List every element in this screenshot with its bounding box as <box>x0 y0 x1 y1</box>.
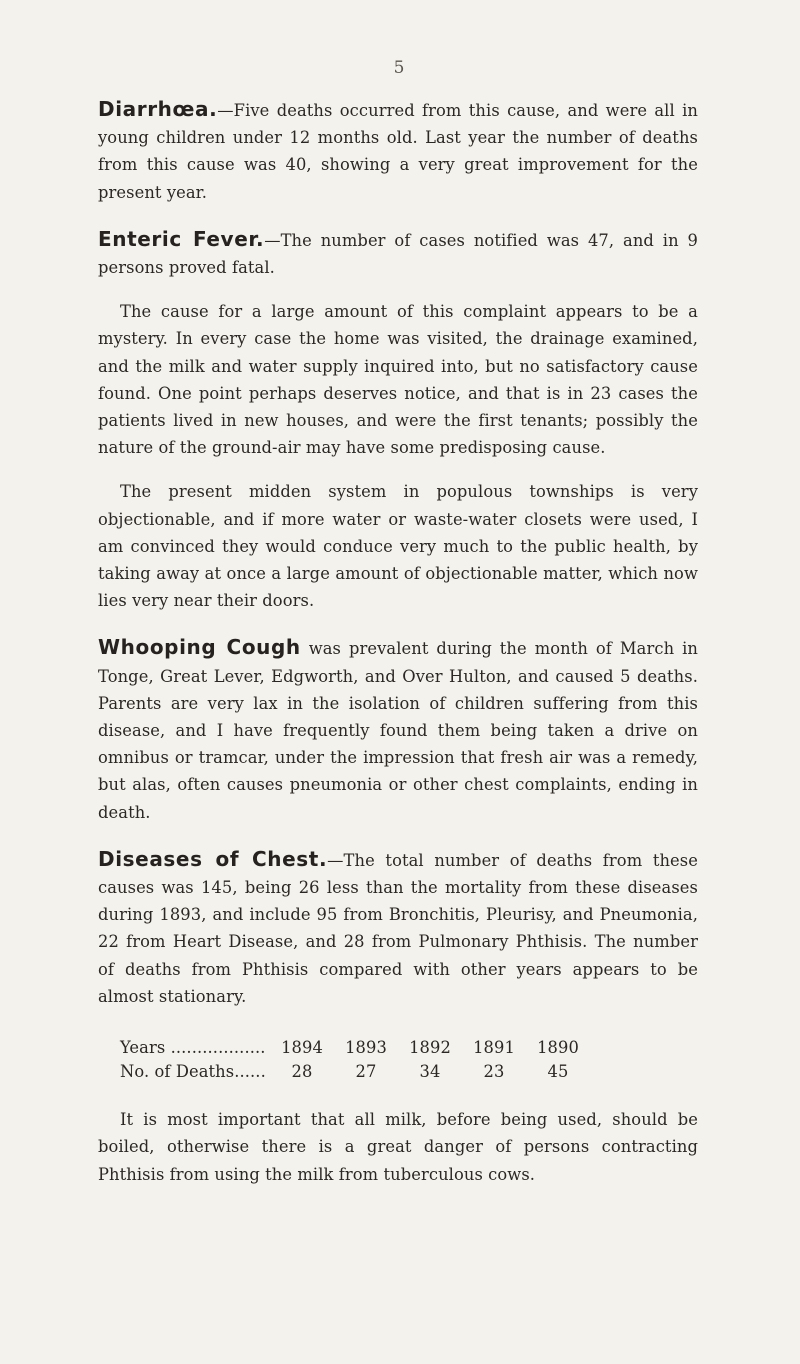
enteric-text: —The number of cases notified was 47, and in 9 persons proved fatal. <box>98 230 699 278</box>
year-cell: 1891 <box>473 1038 515 1058</box>
years-label: Years .................. <box>120 1038 266 1058</box>
diarrhoea-text: —Five deaths occurred from this cause, and were all in young children under 12 months old. Last year the number of deaths from this cause was 40, showing a very great improvement for the present year. <box>98 101 698 202</box>
chest-paragraph <box>98 846 698 1010</box>
years-row <box>120 1036 590 1060</box>
deaths-label: No. of Deaths...... <box>120 1062 266 1082</box>
deaths-cell: 45 <box>547 1062 569 1082</box>
page-number: 5 <box>393 58 405 78</box>
deaths-cell: 28 <box>291 1062 313 1082</box>
enteric-paragraph <box>98 226 698 281</box>
diarrhoea-paragraph <box>98 96 698 206</box>
deaths-cell: 23 <box>483 1062 505 1082</box>
whooping-paragraph <box>98 634 698 825</box>
whooping-text: was prevalent during the month of March in Tonge, Great Lever, Edgworth, and Over Hulton, and caused 5 deaths. Parents are very lax in the isolation of children suffering from this disease, and I have frequently found them being taken a drive on omnibus or tramcar, under the impression that fresh air was a remedy, but alas, often causes pneumonia or other chest complaints, ending in death. <box>98 639 698 822</box>
year-cell: 1892 <box>409 1038 451 1058</box>
milk-paragraph: It is most important that all milk, before being used, should be boiled, otherwise there is a great danger of persons contracting Phthisis from using the milk from tuberculous cows. <box>98 1110 698 1184</box>
whooping-heading: Whooping Cough <box>98 635 301 660</box>
chest-heading: Diseases of Chest. <box>98 846 328 871</box>
year-cell: 1893 <box>345 1038 387 1058</box>
enteric-cause-paragraph: The cause for a large amount of this complaint appears to be a mystery. In every case the home was visited, the drainage examined, and the milk and water supply inquired into, but no satisfactory cause found. One point perhaps deserves notice, and that is in 23 cases the patients lived in new houses, and were the first tenants; possibly the nature of the ground-air may have some predisposing cause. <box>98 302 698 458</box>
diarrhoea-heading: Diarrhœa. <box>98 97 218 121</box>
deaths-row <box>120 1060 590 1084</box>
report-body <box>98 96 698 1188</box>
midden-paragraph: The present midden system in populous townships is very objectionable, and if more water or waste-water closets were used, I am convinced they would conduce very much to the public health, by taking away at once a large amount of objectionable matter, which now lies very near their doors. <box>98 482 698 611</box>
deaths-cell: 34 <box>419 1062 441 1082</box>
enteric-heading: Enteric Fever. <box>98 226 265 251</box>
chest-text: —The total number of deaths from these causes was 145, being 26 less than the mortality from these diseases during 1893, and include 95 from Bronchitis, Pleurisy, and Pneumonia, 22 from Heart Disease, and 28 from Pulmonary Phthisis. The number of deaths from Phthisis compared with other years appears to be almost stationary. <box>98 850 698 1006</box>
deaths-cell: 27 <box>355 1062 377 1082</box>
year-cell: 1890 <box>537 1038 579 1058</box>
year-cell: 1894 <box>281 1038 323 1058</box>
phthisis-deaths-table <box>120 1036 590 1084</box>
